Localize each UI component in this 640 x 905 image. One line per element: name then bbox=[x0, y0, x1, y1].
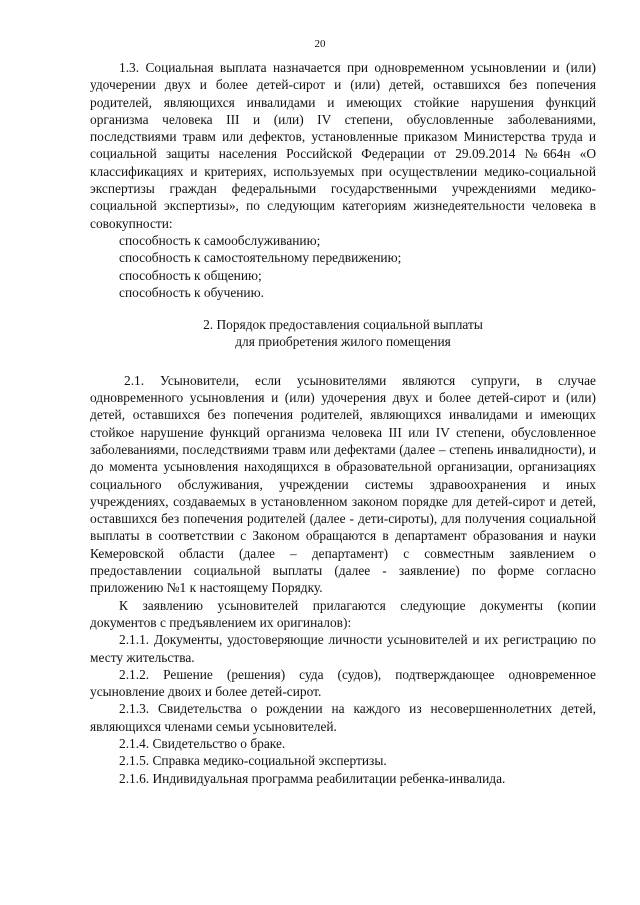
paragraph-attachments: К заявлению усыновителей прилагаются следующие документы (копии документов с предъявлением их оригиналов): bbox=[90, 597, 596, 630]
paragraph-1-3: 1.3. Социальная выплата назначается при одновременном усыновлении и (или) удочерении двух и более детей-сирот и (или) детей, оставшихся без попечения родителей, являющихся инвалидами и имеющих стойкие нарушения функций организма человека III и (или) IV степени, обусловленные заболеваниями, последствиями травм или дефектов, установленные приказом Министерства труда и социальной защиты населения Российской Федерации от 29.09.2014 №664н «О классификациях и критериях, используемых при осуществлении медико-социальной экспертизы граждан федеральными государственными учреждениями медико-социальной экспертизы», по следующим категориям жизнедеятельности человека в совокупности: bbox=[90, 60, 596, 231]
paragraph-2-1-6: 2.1.6. Индивидуальная программа реабилитации ребенка-инвалида. bbox=[119, 770, 506, 786]
list-item: способность к общению; bbox=[119, 267, 262, 283]
paragraph-2-1-5: 2.1.5. Справка медико-социальной экспертизы. bbox=[119, 753, 387, 769]
list-item: способность к самообслуживанию; bbox=[119, 232, 321, 248]
paragraph-2-1: 2.1. Усыновители, если усыновителями являются супруги, в случае одновременного усыновления и (или) удочерения двух и более детей-сирот и (или) детей, оставшихся без попечения родителей, являющихся инвалидами и имеющих стойкое нарушение функций организма человека III или IV степени, обусловленное заболеваниями, последствиями травм или дефектами (далее – степень инвалидности), и до момента усыновления находящихся в образовательной организации, организациях социального обслуживания, учреждении системы здравоохранения и иных учреждениях, создаваемых в установленном законом порядке для детей-сирот и детей, оставшихся без попечения родителей (далее - дети-сироты), для получения социальной выплаты в соответствии с Законом обращаются в департамент образования и науки Кемеровской области (далее – департамент) с совместным заявлением о предоставлении социальной выплаты (далее - заявление) по форме согласно приложению №1 к настоящему Порядку. bbox=[90, 372, 596, 596]
list-item: способность к самостоятельному передвижению; bbox=[119, 250, 402, 266]
page-number: 20 bbox=[314, 38, 326, 50]
paragraph-2-1-2: 2.1.2. Решение (решения) суда (судов), подтверждающее одновременное усыновление двоих и более детей-сирот. bbox=[90, 666, 596, 700]
page-body bbox=[90, 59, 596, 787]
section-heading bbox=[90, 316, 596, 351]
paragraph-2-1-4: 2.1.4. Свидетельство о браке. bbox=[119, 735, 286, 751]
list-item: способность к обучению. bbox=[119, 284, 264, 300]
paragraph-2-1-3: 2.1.3. Свидетельства о рождении на каждого из несовершеннолетних детей, являющихся членами семьи усыновителей. bbox=[90, 701, 596, 734]
paragraph-2-1-1: 2.1.1. Документы, удостоверяющие личности усыновителей и их регистрацию по месту жительства. bbox=[90, 632, 596, 665]
section-heading-line-2: для приобретения жилого помещения bbox=[235, 334, 451, 350]
section-heading-line-1: 2. Порядок предоставления социальной выплаты bbox=[203, 317, 483, 333]
